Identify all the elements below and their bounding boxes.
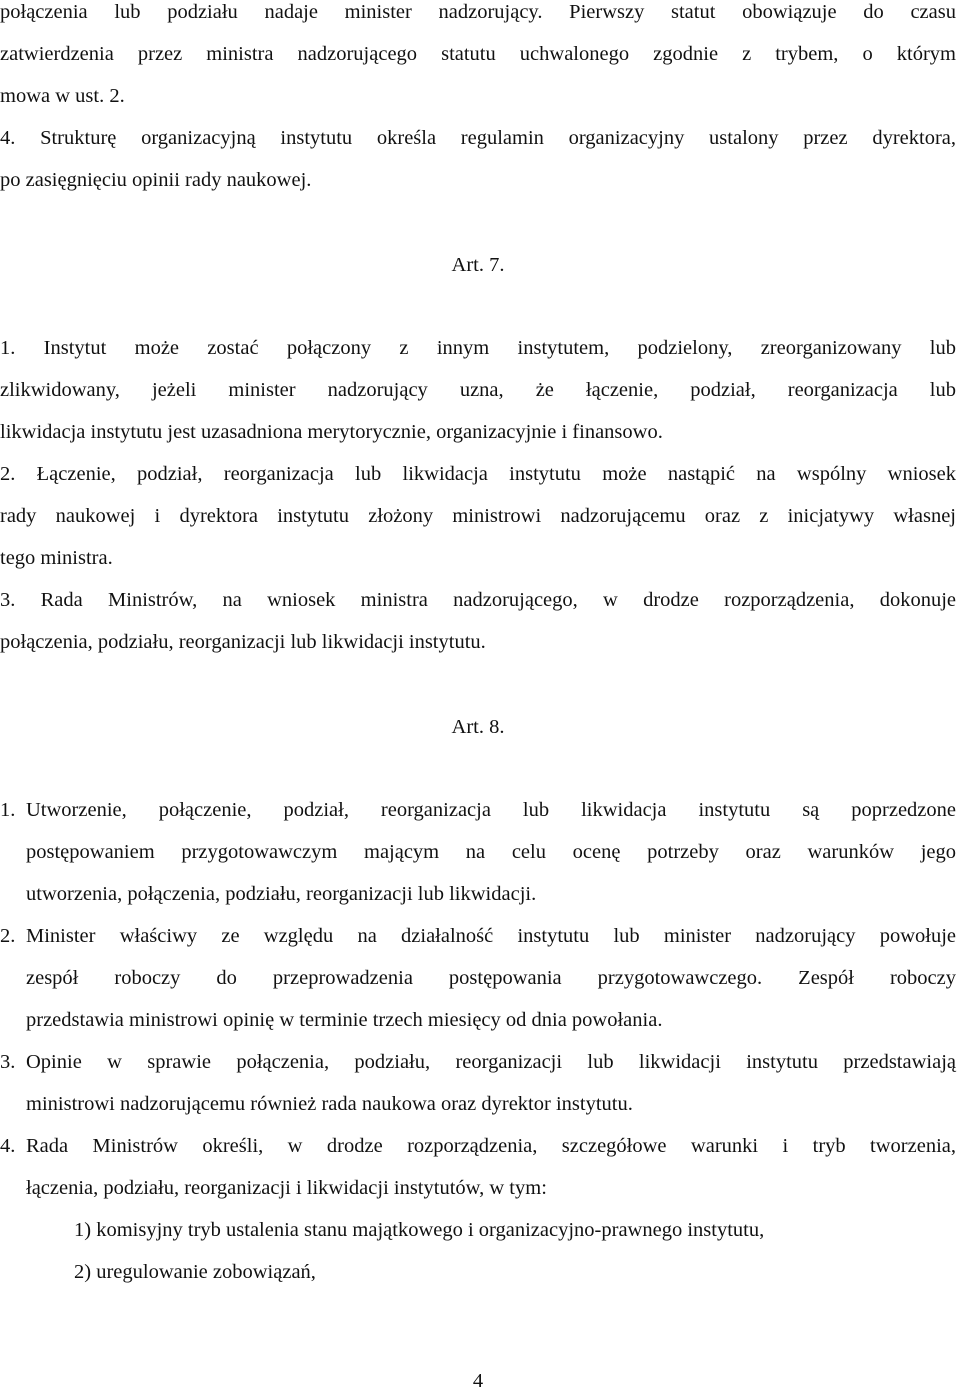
art7-p3-line-2: połączenia, podziału, reorganizacji lub likwidacji instytutu.: [0, 631, 486, 653]
art7-p2-line-1: 2. Łączenie, podział, reorganizacja lub likwidacja instytutu może nastąpić na wspólny wniosek: [0, 463, 956, 485]
intro-line-4: 4. Strukturę organizacyjną instytutu określa regulamin organizacyjny ustalony przez dyrektora,: [0, 127, 956, 149]
intro-line-2: zatwierdzenia przez ministra nadzorującego statutu uchwalonego zgodnie z trybem, o którym: [0, 43, 956, 65]
art8-p3-number: 3.: [0, 1051, 16, 1073]
art7-p1-line-2: zlikwidowany, jeżeli minister nadzorujący uzna, że łączenie, podział, reorganizacja lub: [0, 379, 956, 401]
art8-p2-line-1: Minister właściwy ze względu na działalność instytutu lub minister nadzorujący powołuje: [26, 925, 956, 947]
intro-line-1: połączenia lub podziału nadaje minister nadzorujący. Pierwszy statut obowiązuje do czasu: [0, 1, 956, 23]
art8-list-item-2: 2) uregulowanie zobowiązań,: [74, 1261, 316, 1283]
art8-heading: Art. 8.: [451, 716, 505, 738]
art8-p2-line-3: przedstawia ministrowi opinię w terminie trzech miesięcy od dnia powołania.: [26, 1009, 663, 1031]
art8-p4-number: 4.: [0, 1135, 16, 1157]
art8-list-item-1: 1) komisyjny tryb ustalenia stanu majątkowego i organizacyjno-prawnego instytutu,: [74, 1219, 765, 1241]
art8-p1-line-3: utworzenia, połączenia, podziału, reorganizacji lub likwidacji.: [26, 883, 537, 905]
art8-p4-line-1: Rada Ministrów określi, w drodze rozporządzenia, szczegółowe warunki i tryb tworzenia,: [26, 1135, 956, 1157]
art8-p3-line-1: Opinie w sprawie połączenia, podziału, reorganizacji lub likwidacji instytutu przedstawiają: [26, 1051, 956, 1073]
art7-p1-line-1: 1. Instytut może zostać połączony z innym instytutem, podzielony, zreorganizowany lub: [0, 337, 956, 359]
intro-line-3: mowa w ust. 2.: [0, 85, 125, 107]
art8-p4-line-2: łączenia, podziału, reorganizacji i likwidacji instytutów, w tym:: [26, 1177, 547, 1199]
art8-p1-line-1: Utworzenie, połączenie, podział, reorganizacja lub likwidacja instytutu są poprzedzone: [26, 799, 956, 821]
art7-p2-line-3: tego ministra.: [0, 547, 113, 569]
art8-p2-line-2: zespół roboczy do przeprowadzenia postępowania przygotowawczego. Zespół roboczy: [26, 967, 956, 989]
art7-p2-line-2: rady naukowej i dyrektora instytutu złożony ministrowi nadzorującemu oraz z inicjatywy własnej: [0, 505, 956, 527]
art8-p3-line-2: ministrowi nadzorującemu również rada naukowa oraz dyrektor instytutu.: [26, 1093, 633, 1115]
art7-p3-line-1: 3. Rada Ministrów, na wniosek ministra nadzorującego, w drodze rozporządzenia, dokonuje: [0, 589, 956, 611]
art7-heading: Art. 7.: [451, 254, 505, 276]
intro-line-5: po zasięgnięciu opinii rady naukowej.: [0, 169, 312, 191]
art8-p1-number: 1.: [0, 799, 16, 821]
page-number: 4: [472, 1370, 484, 1392]
art7-p1-line-3: likwidacja instytutu jest uzasadniona merytorycznie, organizacyjnie i finansowo.: [0, 421, 663, 443]
art8-p2-number: 2.: [0, 925, 16, 947]
art8-p1-line-2: postępowaniem przygotowawczym mającym na celu ocenę potrzeby oraz warunków jego: [26, 841, 956, 863]
